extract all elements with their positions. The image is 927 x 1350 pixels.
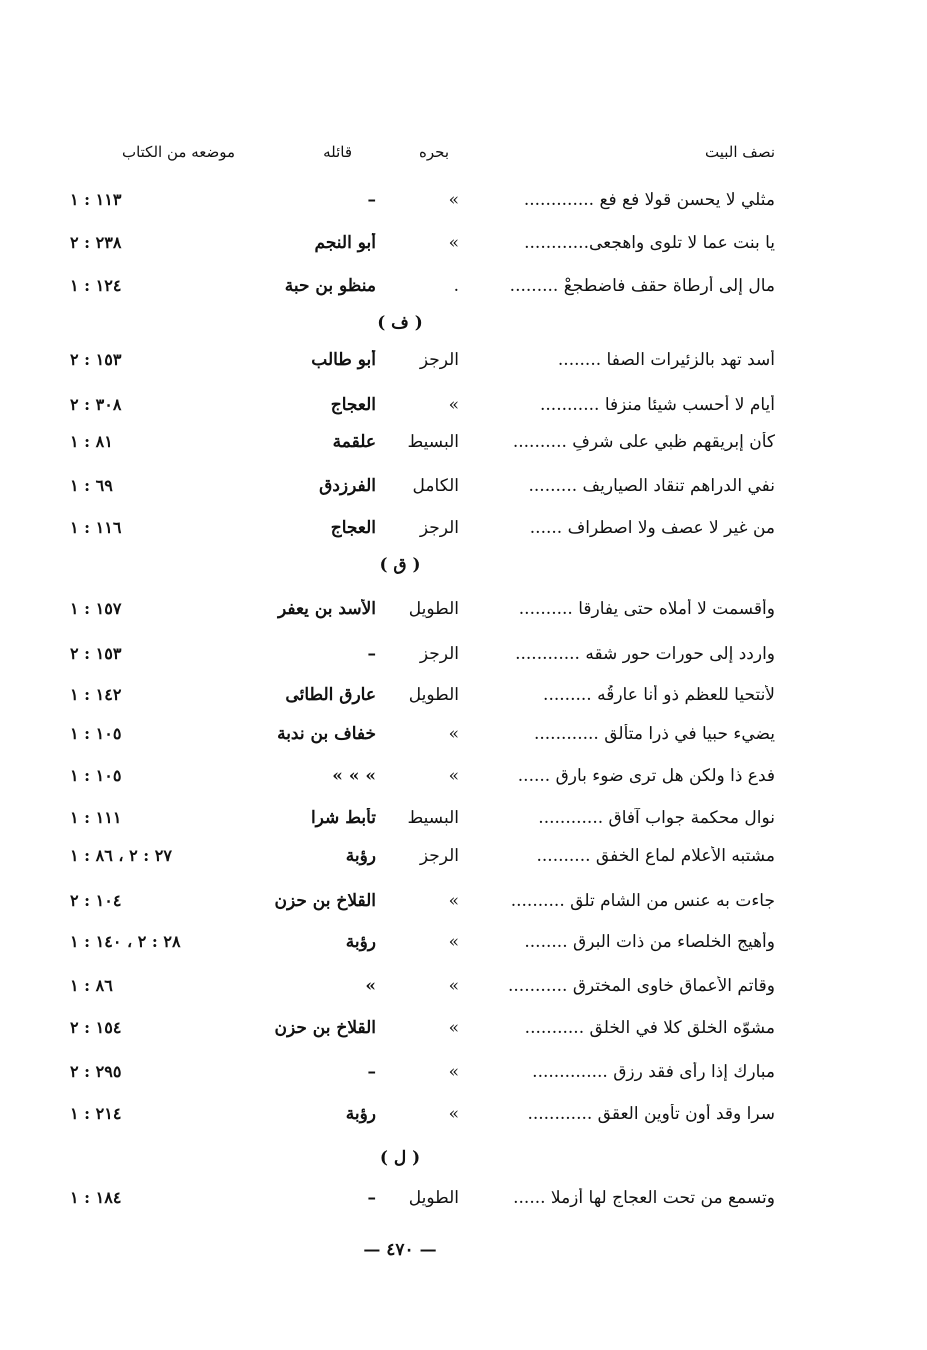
table-row-meter: البسيط xyxy=(407,432,459,452)
table-row-poet: العجاج xyxy=(330,395,376,415)
table-row-verse: سرا وقد أون تأوين العقق ............ xyxy=(527,1104,775,1124)
table-row-poet: الفرزدق xyxy=(319,476,376,496)
table-row-poet: – xyxy=(367,644,376,664)
table-row-location: ٣٠٨ : ٢ xyxy=(70,395,122,414)
table-row-poet: عارق الطائى xyxy=(285,685,376,705)
table-row-location: ٢٨ : ٢ ، ١٤٠ : ١ xyxy=(70,932,181,951)
table-row-location: ١٨٤ : ١ xyxy=(70,1188,122,1207)
table-row-verse: أيام لا أحسب شيئا منزفا ........... xyxy=(539,395,775,415)
table-row-location: ١٥٣ : ٢ xyxy=(70,350,122,369)
table-row-meter: » xyxy=(448,891,459,911)
table-row-verse: نفي الدراهم تنقاد الصياريف ......... xyxy=(528,476,775,496)
table-row-location: ٢٩٥ : ٢ xyxy=(70,1062,122,1081)
table-row-poet: علقمة xyxy=(332,432,376,452)
header-poet: قائله xyxy=(323,143,352,161)
table-row-meter: » xyxy=(448,766,459,786)
table-row-location: ٢١٤ : ١ xyxy=(70,1104,122,1123)
table-row-verse: مشوّه الخلق كلا في الخلق ........... xyxy=(524,1018,775,1038)
table-row-verse: وتسمع من تحت العجاج لها أزملا ...... xyxy=(513,1188,775,1208)
table-row-location: ٢٣٨ : ٢ xyxy=(70,233,122,252)
table-row-poet: العجاج xyxy=(330,518,376,538)
table-row-meter: البسيط xyxy=(407,808,459,828)
table-row-location: ١١٣ : ١ xyxy=(70,190,122,209)
table-row-poet: أبو طالب xyxy=(311,350,376,370)
table-row-meter: الرجز xyxy=(419,846,459,866)
table-row-verse: واردد إلى حورات حور شقه ............ xyxy=(515,644,775,664)
table-row-meter: » xyxy=(448,190,459,210)
table-row-location: ١١٦ : ١ xyxy=(70,518,122,537)
table-row-meter: » xyxy=(448,1018,459,1038)
table-row-location: ١٢٤ : ١ xyxy=(70,276,122,295)
table-row-location: ١٥٤ : ٢ xyxy=(70,1018,122,1037)
table-row-verse: يضيء حبيا في ذرا متألقِ ............ xyxy=(533,724,775,744)
table-row-meter: الرجز xyxy=(419,644,459,664)
table-row-poet: – xyxy=(367,1062,376,1082)
table-row-meter: الطويل xyxy=(408,1188,459,1208)
table-row-location: ١٠٤ : ٢ xyxy=(70,891,122,910)
table-row-poet: – xyxy=(367,1188,376,1208)
table-row-meter: » xyxy=(448,1104,459,1124)
table-row-location: ١٥٣ : ٢ xyxy=(70,644,122,663)
table-row-location: ١١١ : ١ xyxy=(70,808,122,827)
table-row-verse: كأن إبريقهم ظبي على شرفِ .......... xyxy=(512,432,775,452)
table-row-poet: رؤبة xyxy=(345,1104,376,1124)
table-row-verse: لأنتحيا للعظم ذو أنا عارقُه ......... xyxy=(543,685,775,705)
table-row-poet: رؤبة xyxy=(345,932,376,952)
section-heading: ( ل ) xyxy=(379,1148,421,1168)
table-row-poet: – xyxy=(367,190,376,210)
table-row-location: ٨١ : ١ xyxy=(70,432,113,451)
table-row-meter: » xyxy=(448,724,459,744)
page-number: — ٤٧٠ — xyxy=(363,1240,437,1260)
table-row-verse: مبارك إذا رأى فقد رزق .............. xyxy=(532,1062,775,1082)
table-row-poet: القلاخ بن حزن xyxy=(274,891,376,911)
table-row-meter: الرجز xyxy=(419,350,459,370)
header-location: موضعه من الكتاب xyxy=(121,143,235,161)
section-heading: ( ق ) xyxy=(379,555,421,575)
table-row-verse: وقاتم الأعماق خاوى المخترق ........... xyxy=(508,976,775,996)
table-row-meter: الطويل xyxy=(408,685,459,705)
table-row-location: ١٠٥ : ١ xyxy=(70,766,122,785)
table-row-meter: » xyxy=(448,976,459,996)
table-row-verse: مثلي لا يحسن قولا فع فع ............. xyxy=(523,190,775,210)
table-row-verse: مال إلى أرطاة حقف فاضطجعْ ......... xyxy=(509,276,775,296)
table-row-meter: الطويل xyxy=(408,599,459,619)
table-row-verse: فدع ذا ولكن هل ترى ضوء بارق ...... xyxy=(517,766,775,786)
table-row-meter: » xyxy=(448,1062,459,1082)
table-row-meter: » xyxy=(448,233,459,253)
table-row-verse: وأقسمت لا أملاه حتى يفارقا .......... xyxy=(518,599,775,619)
table-row-meter: الرجز xyxy=(419,518,459,538)
table-row-meter: » xyxy=(448,395,459,415)
table-row-location: ٦٩ : ١ xyxy=(70,476,113,495)
table-row-verse: من غير لا عصف ولا اصطراف ...... xyxy=(529,518,775,538)
table-row-verse: أسد تهد بالزئيرات الصفا ........ xyxy=(557,350,775,370)
table-row-poet: القلاخ بن حزن xyxy=(274,1018,376,1038)
table-row-location: ١٠٥ : ١ xyxy=(70,724,122,743)
header-verse: نصف البيت xyxy=(705,143,775,161)
table-row-poet: رؤبة xyxy=(345,846,376,866)
table-row-poet: » xyxy=(365,976,376,996)
table-row-poet: الأسد بن يعفر xyxy=(277,599,376,619)
table-row-location: ١٤٢ : ١ xyxy=(70,685,122,704)
table-row-meter: الكامل xyxy=(412,476,459,496)
table-row-verse: جاءت به عنس من الشام تلق .......... xyxy=(510,891,775,911)
table-row-meter: . xyxy=(453,276,459,296)
table-row-poet: تأبط شرا xyxy=(310,808,376,828)
table-row-verse: نوال محكمة جواب آفاق ............ xyxy=(538,808,775,828)
table-row-poet: » » » xyxy=(332,766,376,786)
table-row-poet: منظو بن حبة xyxy=(284,276,376,296)
header-meter: بحره xyxy=(419,143,449,161)
table-row-poet: خفاف بن ندبة xyxy=(277,724,376,744)
table-row-verse: مشتبه الأعلام لماع الخفق .......... xyxy=(536,846,775,866)
table-row-poet: أبو النجم xyxy=(314,233,376,253)
table-row-location: ١٥٧ : ١ xyxy=(70,599,122,618)
section-heading: ( ف ) xyxy=(377,313,423,333)
table-row-verse: يا بنت عما لا تلوى واهجعى............ xyxy=(524,233,775,253)
table-row-verse: وأهيج الخلصاء من ذات البرق ........ xyxy=(524,932,775,952)
table-row-meter: » xyxy=(448,932,459,952)
table-row-location: ٢٧ : ٢ ، ٨٦ : ١ xyxy=(70,846,172,865)
table-row-location: ٨٦ : ١ xyxy=(70,976,113,995)
